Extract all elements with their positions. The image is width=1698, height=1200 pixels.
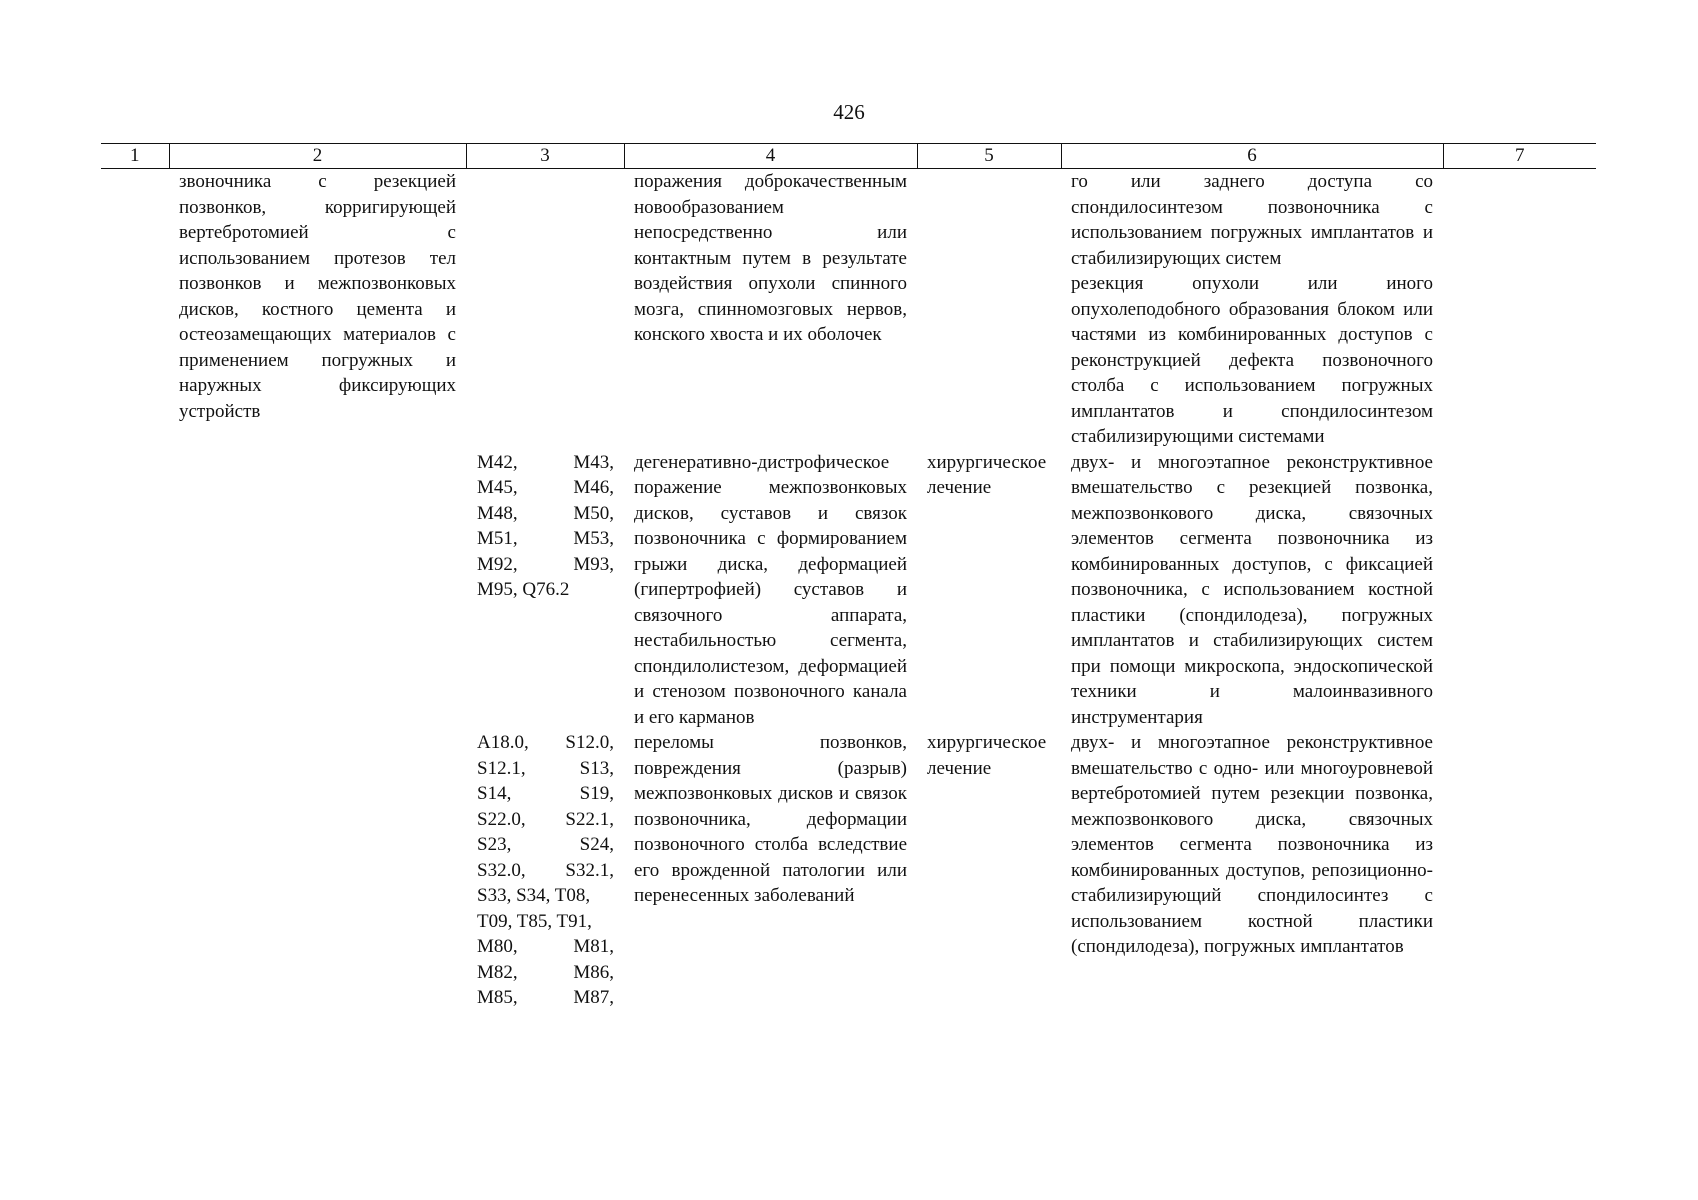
cell-treatment-type: хирургическое лечение	[927, 732, 1047, 779]
code-line	[477, 577, 614, 603]
diagnosis-code: M86,	[573, 961, 614, 983]
diagnosis-code: M53,	[573, 528, 614, 549]
cell-col7	[1443, 169, 1596, 450]
diagnosis-code: S14,	[477, 783, 512, 804]
page-number: 426	[833, 100, 865, 124]
diagnosis-code: S12.1,	[477, 757, 526, 779]
cell-method-description: звоночника с резекцией позвонков, корригирующей вертебротомией с использованием протезов тел позвонков и межпозвонковых дисков, костного цемента и остеозамещающих материалов с применением погружных и наружных фиксирующих устройств	[179, 171, 456, 422]
diagnosis-code: M85,	[477, 987, 518, 1008]
treatment-method-paragraph: двух- и многоэтапное реконструктивное вмешательство с одно- или многоуровневой вертебротомией путем резекции позвонка, межпозвонкового диска, связочных элементов сегмента позвоночника из комбинированных доступов, репозиционно-стабилизирующий спондилосинтез с использованием костной пластики (спондилодеза), погружных имплантатов	[1071, 732, 1438, 957]
diagnosis-code: S22.0,	[477, 808, 526, 830]
code-line	[477, 807, 614, 833]
diagnosis-code: M51,	[477, 528, 518, 549]
column-header-7: 7	[1443, 144, 1596, 169]
treatment-method-paragraph: го или заднего доступа со спондилосинтезом позвоночника с использованием погружных имплантатов и стабилизирующих систем	[1071, 171, 1438, 269]
code-line	[477, 985, 614, 1011]
diagnosis-code: M46,	[573, 477, 614, 498]
column-number-row	[101, 144, 1596, 169]
cell-patient-model: поражения доброкачественным новообразованием непосредственно или контактным путем в результате воздействия опухоли спинного мозга, спинномозговых нервов, конского хвоста и их оболочек	[634, 171, 907, 345]
code-line	[477, 730, 614, 756]
cell-treatment-method	[1061, 730, 1443, 1011]
cell-treatment-method	[1061, 169, 1443, 450]
code-line	[477, 450, 614, 476]
code-line	[477, 909, 614, 935]
diagnosis-code: A18.0,	[477, 732, 529, 753]
column-header-2: 2	[169, 144, 466, 169]
diagnosis-code: M45,	[477, 477, 518, 498]
code-line	[477, 781, 614, 807]
cell-treatment-type	[917, 169, 1061, 450]
code-line	[477, 526, 614, 552]
column-header-5: 5	[917, 144, 1061, 169]
table-header	[101, 144, 1596, 169]
column-header-4: 4	[624, 144, 917, 169]
diagnosis-code: M80,	[477, 936, 518, 957]
code-line	[477, 552, 614, 578]
cell-patient-model: дегенеративно-дистрофическое поражение межпозвонковых дисков, суставов и связок позвоночника с формированием грыжи диска, деформацией (гипертрофией) суставов и связочного аппарата, нестабильностью сегмента, спондилолистезом, деформацией и стенозом позвоночного канала и его карманов	[634, 451, 907, 728]
diagnosis-code: S24,	[579, 834, 614, 855]
diagnosis-code: M48,	[477, 502, 518, 524]
cell-col1	[101, 169, 169, 450]
code-line	[477, 960, 614, 986]
code-line	[477, 756, 614, 782]
diagnosis-code: M95, Q76.2	[477, 579, 570, 600]
diagnosis-code: S13,	[579, 757, 614, 779]
diagnosis-code: M92,	[477, 553, 518, 575]
table-body	[101, 169, 1596, 1011]
treatment-method-paragraph: резекция опухоли или иного опухолеподобного образования блоком или частями из комбинированных доступов с реконструкцией дефекта позвоночного столба с использованием погружных имплантатов и спондилосинтезом стабилизирующими системами	[1071, 273, 1438, 447]
treatment-method-paragraph: двух- и многоэтапное реконструктивное вмешательство с резекцией позвонка, межпозвонкового диска, связочных элементов сегмента позвоночника из комбинированных доступов, с фиксацией позвоночника, с использованием костной пластики (спондилодеза), погружных имплантатов и стабилизирующих систем при помощи микроскопа, эндоскопической техники и малоинвазивного инструментария	[1071, 451, 1438, 728]
cell-method-description	[169, 730, 466, 1011]
diagnosis-code: M43,	[573, 451, 614, 473]
cell-patient-model: переломы позвонков, повреждения (разрыв) межпозвонковых дисков и связок позвоночника, деформации позвоночного столба вследствие его врожденной патологии или перенесенных заболеваний	[634, 732, 907, 906]
diagnosis-code: M42,	[477, 451, 518, 473]
diagnosis-code: S22.1,	[565, 808, 614, 830]
column-header-1: 1	[101, 144, 169, 169]
table-row	[101, 450, 1596, 731]
code-line	[477, 832, 614, 858]
table-row	[101, 169, 1596, 450]
table-row	[101, 730, 1596, 1011]
diagnosis-code: S12.0,	[565, 732, 614, 753]
diagnosis-code: S19,	[579, 783, 614, 804]
diagnosis-code: M87,	[573, 987, 614, 1008]
cell-method-description	[169, 450, 466, 731]
column-header-6: 6	[1061, 144, 1443, 169]
cell-treatment-type: хирургическое лечение	[927, 451, 1047, 498]
diagnosis-code: M81,	[573, 936, 614, 957]
column-header-3: 3	[466, 144, 624, 169]
code-line	[477, 934, 614, 960]
cell-col1	[101, 730, 169, 1011]
cell-diagnosis-codes	[466, 450, 624, 731]
cell-col7	[1443, 730, 1596, 1011]
code-line	[477, 858, 614, 884]
diagnosis-code: S33, S34, T08,	[477, 885, 591, 906]
code-line	[477, 883, 614, 909]
cell-diagnosis-codes	[466, 169, 624, 450]
cell-treatment-method	[1061, 450, 1443, 731]
diagnosis-code: S32.0,	[477, 859, 526, 881]
diagnosis-code: S23,	[477, 834, 512, 855]
cell-diagnosis-codes	[466, 730, 624, 1011]
cell-col7	[1443, 450, 1596, 731]
diagnosis-code: M82,	[477, 961, 518, 983]
cell-col1	[101, 450, 169, 731]
treatment-table	[101, 143, 1596, 1011]
diagnosis-code: S32.1,	[565, 859, 614, 881]
diagnosis-code: M50,	[573, 502, 614, 524]
code-line	[477, 475, 614, 501]
code-line	[477, 501, 614, 527]
diagnosis-code: T09, T85, T91,	[477, 910, 592, 932]
diagnosis-code: M93,	[573, 553, 614, 575]
